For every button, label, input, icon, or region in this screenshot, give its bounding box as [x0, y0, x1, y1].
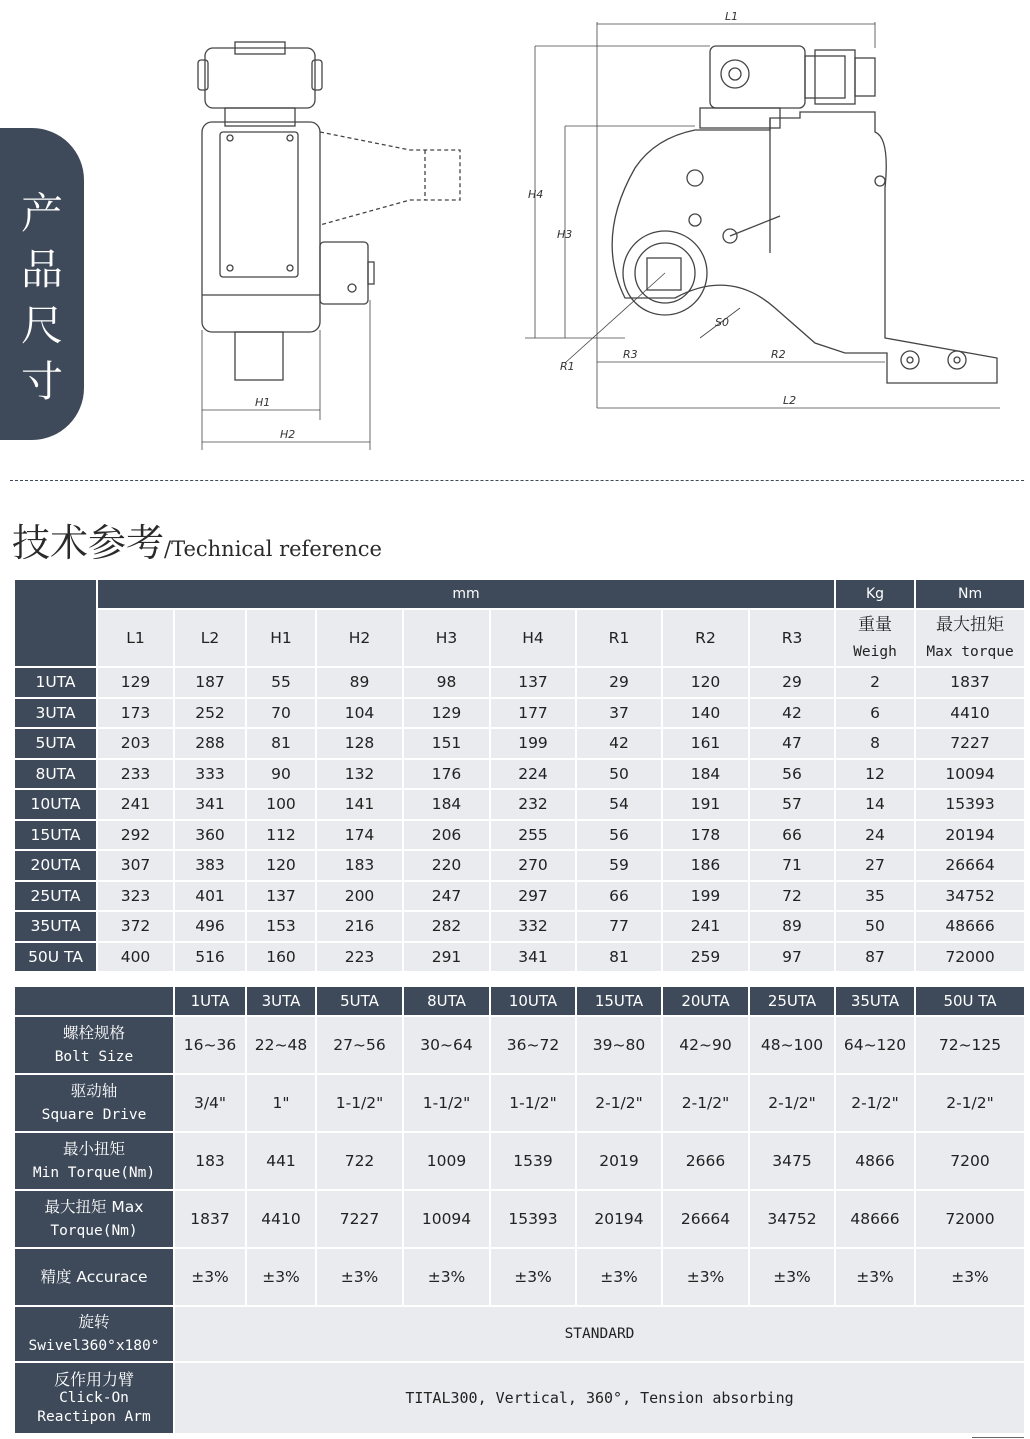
table-cell: 183: [316, 850, 403, 881]
table-cell: 54: [576, 789, 662, 820]
dim-r3-label: R3: [623, 348, 638, 361]
row-label-cn: 精度 Accuracе: [40, 1268, 148, 1286]
row-label: [14, 1132, 174, 1190]
bottom-rule: [972, 1437, 1024, 1438]
table-cell: ±3%: [490, 1248, 576, 1306]
table-cell: 72: [749, 881, 835, 912]
table-cell: 360: [174, 820, 246, 851]
table-cell: ±3%: [403, 1248, 490, 1306]
column-header: R3: [749, 609, 835, 667]
dim-r1-label: R1: [560, 360, 575, 373]
row-label: [14, 1074, 174, 1132]
table-row: [14, 1074, 1025, 1132]
row-label-en: Square Drive: [41, 1107, 147, 1123]
dim-h2-label: H2: [280, 428, 296, 441]
table-cell: 341: [490, 942, 576, 973]
table-cell: 10094: [915, 759, 1025, 790]
table-cell: 120: [662, 667, 749, 698]
table-cell: 14: [835, 789, 915, 820]
table-cell: 241: [97, 789, 174, 820]
corner-cell: [14, 986, 174, 1016]
table-cell: 252: [174, 698, 246, 729]
table-cell: 140: [662, 698, 749, 729]
table-cell: 1837: [915, 667, 1025, 698]
table-cell: 223: [316, 942, 403, 973]
table-cell: 199: [662, 881, 749, 912]
table-cell: 137: [490, 667, 576, 698]
table-cell: 57: [749, 789, 835, 820]
table-cell: 26664: [662, 1190, 749, 1248]
torque-header-en: Max torque: [926, 644, 1014, 660]
table-cell: 153: [246, 911, 316, 942]
column-header: L1: [97, 609, 174, 667]
table-cell: 112: [246, 820, 316, 851]
model-label: 50U TA: [14, 942, 97, 973]
table-cell: 128: [316, 728, 403, 759]
table-cell: 66: [749, 820, 835, 851]
table-cell: 42: [749, 698, 835, 729]
table-cell: 72000: [915, 942, 1025, 973]
table-row: [14, 728, 1025, 759]
table-cell: 288: [174, 728, 246, 759]
row-label: [14, 1190, 174, 1248]
table-row: [14, 942, 1025, 973]
table-cell: 129: [97, 667, 174, 698]
row-label-cn: 螺栓规格: [62, 1024, 125, 1042]
table-row: [14, 1132, 1025, 1190]
table-cell: 203: [97, 728, 174, 759]
table-cell: 4410: [915, 698, 1025, 729]
group-header-mm: mm: [97, 579, 835, 609]
table-row: [14, 1248, 1025, 1306]
table-cell: 39~80: [576, 1016, 662, 1074]
side-tab: [0, 128, 84, 440]
model-label: 5UTA: [14, 728, 97, 759]
table-cell: 71: [749, 850, 835, 881]
model-label: 35UTA: [14, 911, 97, 942]
row-label-swivel: [14, 1306, 174, 1362]
table-cell: 4866: [835, 1132, 915, 1190]
table-cell: 56: [576, 820, 662, 851]
table-cell: 100: [246, 789, 316, 820]
table-cell: 722: [316, 1132, 403, 1190]
table-cell: 187: [174, 667, 246, 698]
table-cell: ±3%: [576, 1248, 662, 1306]
table-cell: 401: [174, 881, 246, 912]
table-cell: 104: [316, 698, 403, 729]
table-cell: 160: [246, 942, 316, 973]
table-cell: 29: [576, 667, 662, 698]
table-row: [14, 850, 1025, 881]
table-cell: 200: [316, 881, 403, 912]
model-header: 8UTA: [403, 986, 490, 1016]
table-cell: 98: [403, 667, 490, 698]
table-cell: 27~56: [316, 1016, 403, 1074]
table-cell: 1539: [490, 1132, 576, 1190]
side-tab-label: 产品尺寸: [20, 189, 63, 406]
table-cell: 129: [403, 698, 490, 729]
model-header: 15UTA: [576, 986, 662, 1016]
table-cell: 56: [749, 759, 835, 790]
table-cell: 70: [246, 698, 316, 729]
spec-table: [13, 985, 1026, 1435]
model-header: 50U TA: [915, 986, 1025, 1016]
table-cell: 2: [835, 667, 915, 698]
table-row: [14, 881, 1025, 912]
table-cell: ±3%: [915, 1248, 1025, 1306]
model-label: 20UTA: [14, 850, 97, 881]
table-cell: 151: [403, 728, 490, 759]
table-cell: 282: [403, 911, 490, 942]
model-label: 8UTA: [14, 759, 97, 790]
weight-header-cn: 重量: [858, 615, 893, 635]
table-cell: 186: [662, 850, 749, 881]
table-cell: 22~48: [246, 1016, 316, 1074]
model-label: 10UTA: [14, 789, 97, 820]
table-cell: 184: [403, 789, 490, 820]
table-cell: 1009: [403, 1132, 490, 1190]
row-label-reaction-arm: [14, 1362, 174, 1434]
table-cell: 341: [174, 789, 246, 820]
table-cell: 64~120: [835, 1016, 915, 1074]
table-cell: 323: [97, 881, 174, 912]
table-cell: 259: [662, 942, 749, 973]
table-cell: 16~36: [174, 1016, 246, 1074]
model-label: 1UTA: [14, 667, 97, 698]
table-cell: 24: [835, 820, 915, 851]
row-label-cn: 最大扭矩 Max: [44, 1198, 144, 1216]
table-cell: 120: [246, 850, 316, 881]
group-header-nm: Nm: [915, 579, 1025, 609]
table-cell: 1-1/2": [316, 1074, 403, 1132]
table-cell: 332: [490, 911, 576, 942]
table-cell: 10094: [403, 1190, 490, 1248]
dim-h1-label: H1: [255, 396, 271, 409]
table-cell: 72~125: [915, 1016, 1025, 1074]
torque-header-cn: 最大扭矩: [936, 615, 1005, 635]
table-cell: 441: [246, 1132, 316, 1190]
table-cell: 516: [174, 942, 246, 973]
table-cell: 97: [749, 942, 835, 973]
column-header: H1: [246, 609, 316, 667]
table-cell: 77: [576, 911, 662, 942]
table-cell: 72000: [915, 1190, 1025, 1248]
row-label-en: Reactipon Arm: [37, 1408, 151, 1425]
model-header: 3UTA: [246, 986, 316, 1016]
column-header: R2: [662, 609, 749, 667]
row-label: [14, 1016, 174, 1074]
model-label: 3UTA: [14, 698, 97, 729]
model-header: 25UTA: [749, 986, 835, 1016]
table-cell: 161: [662, 728, 749, 759]
table-cell: 50: [835, 911, 915, 942]
table-cell: 297: [490, 881, 576, 912]
table-cell: 2-1/2": [749, 1074, 835, 1132]
table-cell: 42: [576, 728, 662, 759]
table-cell: 3/4": [174, 1074, 246, 1132]
dim-h4-label: H4: [528, 188, 544, 201]
table-cell: 34752: [749, 1190, 835, 1248]
table-cell: 199: [490, 728, 576, 759]
table-cell: 1837: [174, 1190, 246, 1248]
table-cell: 307: [97, 850, 174, 881]
side-view-drawing: [180, 30, 480, 460]
table-cell: 30~64: [403, 1016, 490, 1074]
table-cell: ±3%: [749, 1248, 835, 1306]
table-cell: 2-1/2": [915, 1074, 1025, 1132]
table-cell: 6: [835, 698, 915, 729]
dim-s0-label: S0: [715, 316, 729, 329]
row-label-en: Torque(Nm): [50, 1223, 138, 1239]
table-cell: 496: [174, 911, 246, 942]
section-title-cn: 技术参考: [12, 521, 165, 565]
table-cell: ±3%: [316, 1248, 403, 1306]
table-cell: 270: [490, 850, 576, 881]
column-header: R1: [576, 609, 662, 667]
section-divider: [10, 480, 1024, 481]
table-cell: 59: [576, 850, 662, 881]
model-header: 5UTA: [316, 986, 403, 1016]
table-row: [14, 1016, 1025, 1074]
table-cell: 216: [316, 911, 403, 942]
table-cell: 2019: [576, 1132, 662, 1190]
weight-header: [835, 609, 915, 667]
table-cell: 37: [576, 698, 662, 729]
table-cell: 7227: [915, 728, 1025, 759]
swivel-value: STANDARD: [174, 1306, 1025, 1362]
weight-header-en: Weigh: [853, 644, 897, 660]
table-cell: 132: [316, 759, 403, 790]
row-label-cn: 旋转: [78, 1313, 110, 1331]
table-cell: 81: [246, 728, 316, 759]
table-cell: 2666: [662, 1132, 749, 1190]
table-cell: 137: [246, 881, 316, 912]
table-cell: 12: [835, 759, 915, 790]
table-cell: 50: [576, 759, 662, 790]
table-cell: 177: [490, 698, 576, 729]
row-label-en: Bolt Size: [54, 1049, 134, 1065]
table-cell: 183: [174, 1132, 246, 1190]
table-cell: 48666: [835, 1190, 915, 1248]
table-cell: 42~90: [662, 1016, 749, 1074]
dim-r2-label: R2: [771, 348, 786, 361]
table-cell: 176: [403, 759, 490, 790]
group-header-kg: Kg: [835, 579, 915, 609]
table-cell: 15393: [490, 1190, 576, 1248]
table-cell: 3475: [749, 1132, 835, 1190]
table-cell: 1-1/2": [403, 1074, 490, 1132]
table-row: [14, 820, 1025, 851]
table-cell: ±3%: [246, 1248, 316, 1306]
corner-cell: [14, 579, 97, 667]
table-cell: 48~100: [749, 1016, 835, 1074]
row-label: [14, 1248, 174, 1306]
table-cell: 90: [246, 759, 316, 790]
row-label-en: Click-On: [59, 1389, 129, 1406]
model-header: 10UTA: [490, 986, 576, 1016]
column-header: L2: [174, 609, 246, 667]
section-title: [12, 512, 382, 567]
table-cell: 232: [490, 789, 576, 820]
table-cell: ±3%: [835, 1248, 915, 1306]
table-cell: 7227: [316, 1190, 403, 1248]
table-cell: 29: [749, 667, 835, 698]
table-cell: 1": [246, 1074, 316, 1132]
table-row: [14, 1190, 1025, 1248]
column-header: H2: [316, 609, 403, 667]
table-cell: 36~72: [490, 1016, 576, 1074]
model-label: 15UTA: [14, 820, 97, 851]
dim-l1-label: L1: [725, 10, 739, 23]
table-cell: 241: [662, 911, 749, 942]
table-cell: 372: [97, 911, 174, 942]
model-header: 35UTA: [835, 986, 915, 1016]
section-title-en: /Technical reference: [164, 537, 382, 561]
row-label-en: Min Torque(Nm): [32, 1165, 156, 1181]
table-cell: 89: [749, 911, 835, 942]
table-cell: 292: [97, 820, 174, 851]
table-cell: 220: [403, 850, 490, 881]
table-cell: 2-1/2": [576, 1074, 662, 1132]
reaction-arm-value: TITAL300, Vertical, 360°, Tension absorbing: [174, 1362, 1025, 1434]
table-cell: 47: [749, 728, 835, 759]
table-row: [14, 698, 1025, 729]
table-cell: 383: [174, 850, 246, 881]
model-header: 1UTA: [174, 986, 246, 1016]
front-view-drawing: [525, 8, 1015, 418]
table-cell: 224: [490, 759, 576, 790]
dimensions-table: [13, 578, 1026, 973]
row-label-cn: 驱动轴: [70, 1082, 118, 1100]
table-cell: 20194: [576, 1190, 662, 1248]
column-header: H3: [403, 609, 490, 667]
model-label: 25UTA: [14, 881, 97, 912]
table-row: [14, 911, 1025, 942]
table-cell: 4410: [246, 1190, 316, 1248]
table-cell: 291: [403, 942, 490, 973]
table-cell: 35: [835, 881, 915, 912]
table-cell: 20194: [915, 820, 1025, 851]
table-cell: 89: [316, 667, 403, 698]
table-cell: 26664: [915, 850, 1025, 881]
table-cell: 141: [316, 789, 403, 820]
table-cell: 174: [316, 820, 403, 851]
dim-h3-label: H3: [557, 228, 573, 241]
table-cell: 1-1/2": [490, 1074, 576, 1132]
column-header: H4: [490, 609, 576, 667]
table-cell: ±3%: [174, 1248, 246, 1306]
table-cell: ±3%: [662, 1248, 749, 1306]
table-cell: 206: [403, 820, 490, 851]
dim-l2-label: L2: [783, 394, 797, 407]
table-cell: 27: [835, 850, 915, 881]
table-cell: 81: [576, 942, 662, 973]
table-cell: 400: [97, 942, 174, 973]
table-cell: 8: [835, 728, 915, 759]
table-cell: 2-1/2": [662, 1074, 749, 1132]
table-row: [14, 667, 1025, 698]
torque-header: [915, 609, 1025, 667]
table-cell: 55: [246, 667, 316, 698]
table-cell: 2-1/2": [835, 1074, 915, 1132]
table-cell: 233: [97, 759, 174, 790]
table-cell: 247: [403, 881, 490, 912]
row-label-cn: 反作用力臂: [53, 1369, 134, 1389]
table-cell: 34752: [915, 881, 1025, 912]
table-cell: 87: [835, 942, 915, 973]
table-row: [14, 789, 1025, 820]
row-label-en: Swivel360°x180°: [28, 1338, 160, 1354]
table-cell: 184: [662, 759, 749, 790]
table-cell: 48666: [915, 911, 1025, 942]
table-cell: 191: [662, 789, 749, 820]
table-cell: 173: [97, 698, 174, 729]
table-row: [14, 759, 1025, 790]
table-cell: 255: [490, 820, 576, 851]
table-cell: 178: [662, 820, 749, 851]
table-cell: 7200: [915, 1132, 1025, 1190]
model-header: 20UTA: [662, 986, 749, 1016]
row-label-cn: 最小扭矩: [62, 1140, 125, 1158]
table-cell: 15393: [915, 789, 1025, 820]
table-cell: 333: [174, 759, 246, 790]
table-cell: 66: [576, 881, 662, 912]
